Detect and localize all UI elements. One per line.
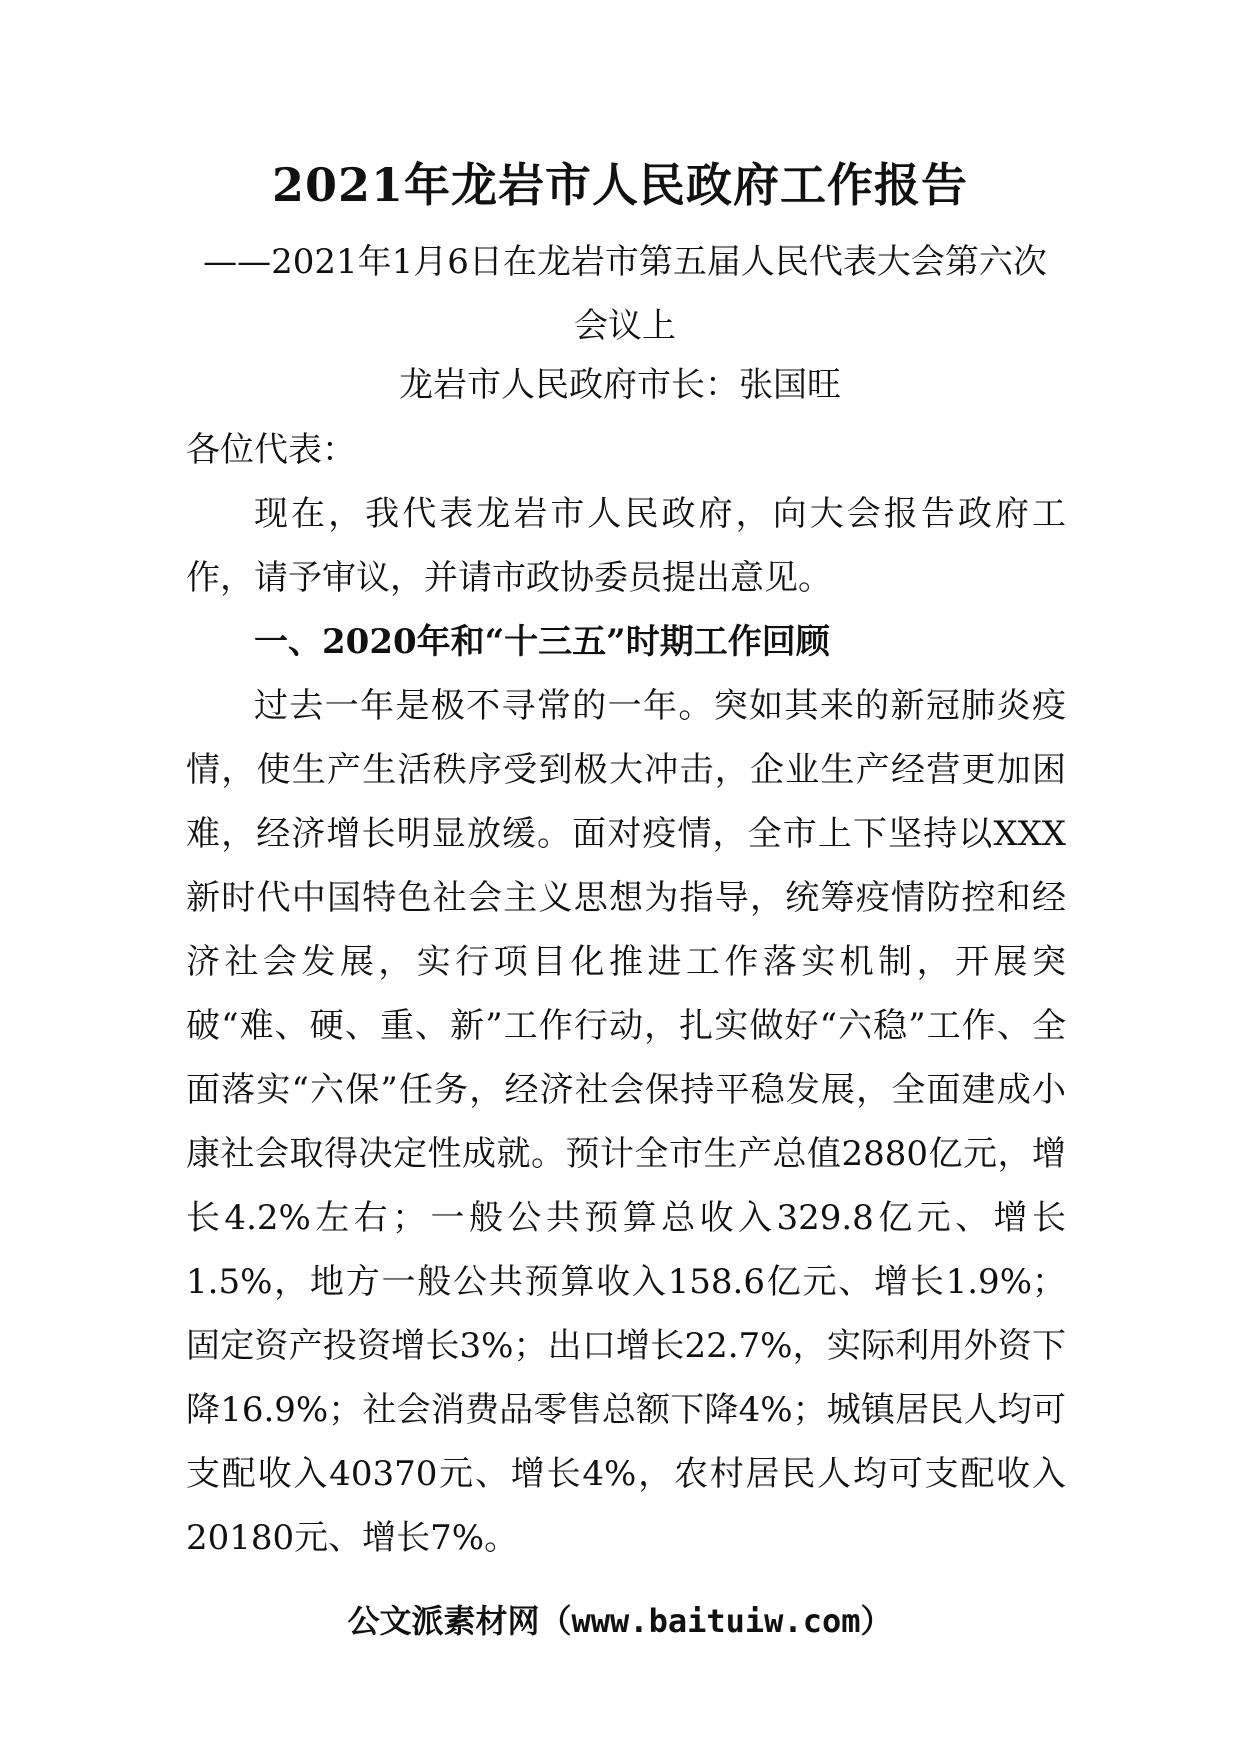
document-subtitle: ——2021年1月6日在龙岩市第五届人民代表大会第六次会议上 xyxy=(203,242,1047,346)
section-heading: 一、2020年和“十三五”时期工作回顾 xyxy=(254,622,830,662)
footer-close-paren: ） xyxy=(860,1602,893,1640)
salutation: 各位代表： xyxy=(186,430,356,470)
opening-paragraph: 现在，我代表龙岩市人民政府，向大会报告政府工作，请予审议，并请市政协委员提出意见。 xyxy=(186,494,1066,598)
document-title: 2021年龙岩市人民政府工作报告 xyxy=(271,158,969,212)
footer-site-name: 公文派素材网（ xyxy=(347,1602,572,1640)
footer-watermark xyxy=(0,1596,1240,1646)
section-paragraph: 过去一年是极不寻常的一年。突如其来的新冠肺炎疫情，使生产生活秩序受到极大冲击，企业生产经营更加困难，经济增长明显放缓。面对疫情，全市上下坚持以XXX新时代中国特色社会主义思想为指导，统筹疫情防控和经济社会发展，实行项目化推进工作落实机制，开展突破“难、硬、重、新”工作行动，扎实做好“六稳”工作、全面落实“六保”任务，经济社会保持平稳发展，全面建成小康社会取得决定性成就。预计全市生产总值2880亿元，增长4.2%左右；一般公共预算总收入329.8亿元、增长1.5%，地方一般公共预算收入158.6亿元、增长1.9%；固定资产投资增长3%；出口增长22.7%，实际利用外资下降16.9%；社会消费品零售总额下降4%；城镇居民人均可支配收入40370元、增长4%，农村居民人均可支配收入20180元、增长7%。 xyxy=(186,686,1066,1558)
document-author: 龙岩市人民政府市长：张国旺 xyxy=(399,365,841,405)
footer-site-url: www.baituiw.com xyxy=(571,1602,861,1640)
